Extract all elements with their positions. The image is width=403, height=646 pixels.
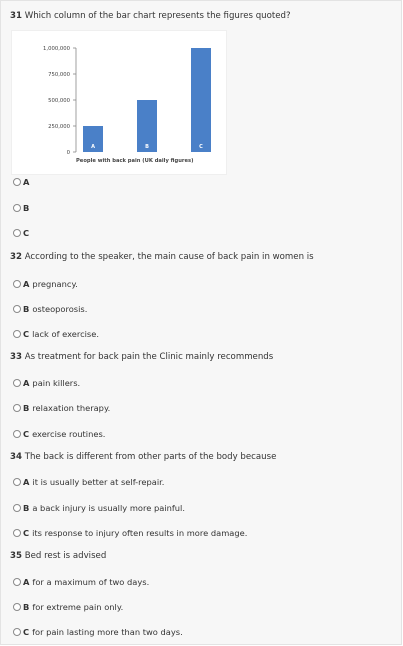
radio-button[interactable] (13, 628, 21, 636)
option-text: pain killers. (32, 378, 81, 388)
q33-option-c[interactable] (13, 428, 105, 440)
radio-button[interactable] (13, 529, 21, 537)
q32-option-b[interactable] (13, 303, 87, 315)
option-letter: C (23, 329, 30, 339)
option-text: it is usually better at self-repair. (32, 477, 165, 487)
bar-label-c: C (199, 144, 203, 150)
q33-option-a[interactable] (13, 377, 80, 389)
q31-option-c[interactable] (13, 227, 32, 239)
q35-option-c[interactable] (13, 626, 183, 638)
question-number: 31 (10, 11, 22, 21)
option-letter: A (23, 477, 30, 487)
option-text: for pain lasting more than two days. (32, 627, 183, 637)
q35-option-b[interactable] (13, 601, 123, 613)
q34-option-a[interactable] (13, 476, 164, 488)
y-tick-label: 1,000,000 (43, 46, 70, 52)
q33-option-b[interactable] (13, 402, 110, 414)
radio-button[interactable] (13, 204, 21, 212)
radio-button[interactable] (13, 404, 21, 412)
q32-option-a[interactable] (13, 278, 78, 290)
option-letter: C (23, 528, 30, 538)
option-text: its response to injury often results in more damage. (32, 528, 248, 538)
q34-option-c[interactable] (13, 527, 247, 539)
radio-button[interactable] (13, 379, 21, 387)
radio-button[interactable] (13, 305, 21, 313)
question-text: According to the speaker, the main cause of back pain in women is (24, 252, 314, 262)
q34-option-b[interactable] (13, 502, 185, 514)
radio-button[interactable] (13, 280, 21, 288)
radio-button[interactable] (13, 504, 21, 512)
bar-c (191, 48, 211, 152)
bar-label-b: B (145, 144, 149, 150)
option-letter: A (23, 177, 30, 187)
radio-button[interactable] (13, 330, 21, 338)
option-letter: A (23, 577, 30, 587)
radio-button[interactable] (13, 430, 21, 438)
option-letter: C (23, 429, 30, 439)
radio-button[interactable] (13, 229, 21, 237)
question-34 (10, 451, 276, 463)
option-letter: B (23, 203, 30, 213)
question-33 (10, 351, 273, 363)
option-text: for extreme pain only. (32, 602, 124, 612)
option-text: pregnancy. (32, 279, 78, 289)
option-text: osteoporosis. (32, 304, 88, 314)
option-letter: A (23, 378, 30, 388)
option-letter: C (23, 627, 30, 637)
option-text: relaxation therapy. (32, 403, 111, 413)
option-letter: C (23, 228, 30, 238)
option-letter: A (23, 279, 30, 289)
question-35 (10, 550, 106, 562)
y-tick-label: 250,000 (48, 124, 70, 130)
question-text: The back is different from other parts of the body because (24, 452, 277, 462)
option-letter: B (23, 403, 30, 413)
radio-button[interactable] (13, 178, 21, 186)
option-letter: B (23, 304, 30, 314)
option-text: for a maximum of two days. (32, 577, 150, 587)
y-tick-label: 0 (66, 150, 70, 156)
y-tick-label: 500,000 (48, 98, 70, 104)
question-32 (10, 251, 314, 263)
option-text: a back injury is usually more painful. (32, 503, 186, 513)
question-number: 35 (10, 551, 22, 561)
q31-option-a[interactable] (13, 176, 32, 188)
radio-button[interactable] (13, 603, 21, 611)
q32-option-c[interactable] (13, 328, 99, 340)
question-number: 33 (10, 352, 22, 362)
question-31 (10, 10, 291, 22)
q35-option-a[interactable] (13, 576, 149, 588)
x-axis-label: People with back pain (UK daily figures) (76, 158, 194, 164)
bar-chart-svg (12, 31, 226, 174)
question-number: 32 (10, 252, 22, 262)
y-tick-label: 750,000 (48, 72, 70, 78)
option-letter: B (23, 602, 30, 612)
option-text: exercise routines. (32, 429, 106, 439)
question-text: As treatment for back pain the Clinic mainly recommends (24, 352, 274, 362)
question-text: Bed rest is advised (24, 551, 107, 561)
radio-button[interactable] (13, 578, 21, 586)
bar-label-a: A (91, 144, 95, 150)
question-text: Which column of the bar chart represents the figures quoted? (24, 11, 291, 21)
option-letter: B (23, 503, 30, 513)
q31-option-b[interactable] (13, 202, 32, 214)
option-text: lack of exercise. (32, 329, 99, 339)
radio-button[interactable] (13, 478, 21, 486)
bar-chart (11, 30, 227, 175)
question-number: 34 (10, 452, 22, 462)
